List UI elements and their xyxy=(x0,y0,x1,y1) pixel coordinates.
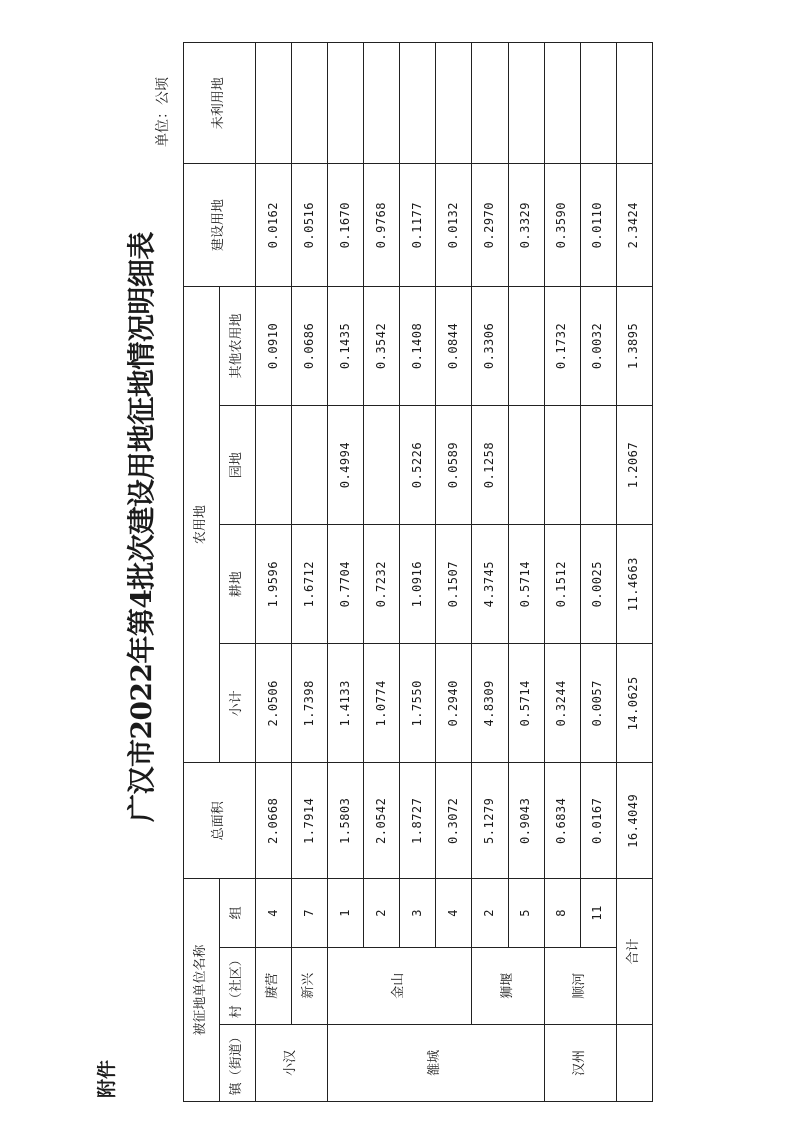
total-cell: 2.0668 xyxy=(256,763,292,879)
grand-subtotal: 14.0625 xyxy=(616,644,652,763)
unused-cell xyxy=(364,43,400,164)
header-unused: 未利用地 xyxy=(184,43,256,164)
header-garden: 园地 xyxy=(220,406,256,525)
cultivated-cell: 1.9596 xyxy=(256,525,292,644)
garden-cell: 0.0589 xyxy=(436,406,472,525)
garden-cell xyxy=(292,406,328,525)
cultivated-cell: 0.5714 xyxy=(508,525,544,644)
total-cell: 0.3072 xyxy=(436,763,472,879)
total-cell: 1.8727 xyxy=(400,763,436,879)
village-cell: 赓营 xyxy=(256,947,292,1024)
town-cell: 小汉 xyxy=(256,1024,328,1101)
header-agricultural: 农用地 xyxy=(184,286,220,763)
village-cell: 新兴 xyxy=(292,947,328,1024)
other-agri-cell: 0.0844 xyxy=(436,286,472,405)
header-cultivated: 耕地 xyxy=(220,525,256,644)
header-subtotal: 小计 xyxy=(220,644,256,763)
header-total-area: 总面积 xyxy=(184,763,256,879)
cultivated-cell: 1.0916 xyxy=(400,525,436,644)
subtotal-cell: 0.2940 xyxy=(436,644,472,763)
subtotal-cell: 1.7550 xyxy=(400,644,436,763)
construction-cell: 0.9768 xyxy=(364,164,400,286)
village-cell: 顺河 xyxy=(544,947,616,1024)
construction-cell: 0.0516 xyxy=(292,164,328,286)
garden-cell xyxy=(544,406,580,525)
unused-cell xyxy=(472,43,508,164)
subtotal-cell: 2.0506 xyxy=(256,644,292,763)
garden-cell xyxy=(580,406,616,525)
construction-cell: 0.2970 xyxy=(472,164,508,286)
grand-cultivated: 11.4663 xyxy=(616,525,652,644)
other-agri-cell: 0.0910 xyxy=(256,286,292,405)
header-construction: 建设用地 xyxy=(184,164,256,286)
document-title: 广汉市2022年第4批次建设用地征地情况明细表 xyxy=(125,232,158,822)
unused-cell xyxy=(256,43,292,164)
subtotal-cell: 1.7398 xyxy=(292,644,328,763)
town-cell: 汉州 xyxy=(544,1024,616,1101)
construction-cell: 0.1670 xyxy=(328,164,364,286)
grand-construction: 2.3424 xyxy=(616,164,652,286)
group-cell: 2 xyxy=(472,879,508,947)
cultivated-cell: 0.7232 xyxy=(364,525,400,644)
attachment-label: 附件 xyxy=(96,1059,118,1098)
grand-total-area: 16.4049 xyxy=(616,763,652,879)
garden-cell xyxy=(256,406,292,525)
garden-cell xyxy=(508,406,544,525)
other-agri-cell: 0.1732 xyxy=(544,286,580,405)
subtotal-cell: 0.3244 xyxy=(544,644,580,763)
construction-cell: 0.3329 xyxy=(508,164,544,286)
construction-cell: 0.1177 xyxy=(400,164,436,286)
group-cell: 5 xyxy=(508,879,544,947)
total-cell: 2.0542 xyxy=(364,763,400,879)
village-cell: 狮堰 xyxy=(472,947,544,1024)
subtotal-cell: 1.4133 xyxy=(328,644,364,763)
other-agri-cell xyxy=(508,286,544,405)
unused-cell xyxy=(544,43,580,164)
town-cell: 雒城 xyxy=(328,1024,544,1101)
construction-cell: 0.0162 xyxy=(256,164,292,286)
group-cell: 11 xyxy=(580,879,616,947)
subtotal-cell: 0.0057 xyxy=(580,644,616,763)
header-unit-name: 被征地单位名称 xyxy=(184,879,220,1102)
garden-cell: 0.5226 xyxy=(400,406,436,525)
unused-cell xyxy=(508,43,544,164)
other-agri-cell: 0.3542 xyxy=(364,286,400,405)
unused-cell xyxy=(436,43,472,164)
garden-cell: 0.1258 xyxy=(472,406,508,525)
subtotal-cell: 0.5714 xyxy=(508,644,544,763)
cultivated-cell: 0.0025 xyxy=(580,525,616,644)
group-cell: 2 xyxy=(364,879,400,947)
grand-garden: 1.2067 xyxy=(616,406,652,525)
cultivated-cell: 0.1507 xyxy=(436,525,472,644)
total-cell: 0.9043 xyxy=(508,763,544,879)
unused-cell xyxy=(292,43,328,164)
total-row-label: 合计 xyxy=(616,879,652,1025)
unused-cell xyxy=(580,43,616,164)
unit-label: 单位：公顷 xyxy=(155,77,171,147)
total-cell: 0.0167 xyxy=(580,763,616,879)
group-cell: 7 xyxy=(292,879,328,947)
cultivated-cell: 1.6712 xyxy=(292,525,328,644)
total-row-blank xyxy=(616,1024,652,1101)
unused-cell xyxy=(400,43,436,164)
group-cell: 4 xyxy=(436,879,472,947)
subtotal-cell: 1.0774 xyxy=(364,644,400,763)
group-cell: 1 xyxy=(328,879,364,947)
construction-cell: 0.3590 xyxy=(544,164,580,286)
group-cell: 8 xyxy=(544,879,580,947)
cultivated-cell: 0.7704 xyxy=(328,525,364,644)
land-requisition-table xyxy=(183,42,653,1102)
garden-cell: 0.4994 xyxy=(328,406,364,525)
header-village: 村（社区） xyxy=(220,947,256,1024)
subtotal-cell: 4.8309 xyxy=(472,644,508,763)
construction-cell: 0.0132 xyxy=(436,164,472,286)
other-agri-cell: 0.1435 xyxy=(328,286,364,405)
group-cell: 3 xyxy=(400,879,436,947)
header-town: 镇（街道） xyxy=(220,1024,256,1101)
total-cell: 0.6834 xyxy=(544,763,580,879)
garden-cell xyxy=(364,406,400,525)
grand-unused xyxy=(616,43,652,164)
unused-cell xyxy=(328,43,364,164)
other-agri-cell: 0.3306 xyxy=(472,286,508,405)
header-other-agri: 其他农用地 xyxy=(220,286,256,405)
cultivated-cell: 4.3745 xyxy=(472,525,508,644)
other-agri-cell: 0.0686 xyxy=(292,286,328,405)
total-cell: 1.7914 xyxy=(292,763,328,879)
cultivated-cell: 0.1512 xyxy=(544,525,580,644)
construction-cell: 0.0110 xyxy=(580,164,616,286)
group-cell: 4 xyxy=(256,879,292,947)
grand-other-agri: 1.3895 xyxy=(616,286,652,405)
village-cell: 金山 xyxy=(328,947,472,1024)
header-group: 组 xyxy=(220,879,256,947)
other-agri-cell: 0.1408 xyxy=(400,286,436,405)
other-agri-cell: 0.0032 xyxy=(580,286,616,405)
total-cell: 5.1279 xyxy=(472,763,508,879)
total-cell: 1.5803 xyxy=(328,763,364,879)
